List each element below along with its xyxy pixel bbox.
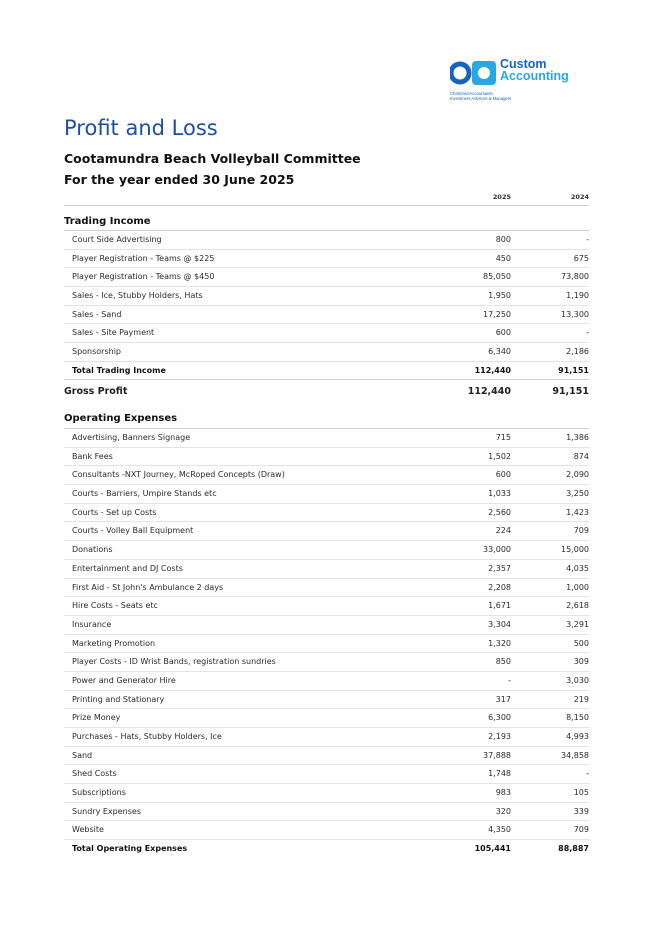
table-row <box>64 803 589 822</box>
value-prior: 2,090 <box>566 470 589 480</box>
row-label: Insurance <box>72 619 112 629</box>
row-label: Courts - Barriers, Umpire Stands etc <box>72 489 217 499</box>
company-logo <box>450 58 600 110</box>
value-current: - <box>508 675 511 685</box>
value-prior: - <box>586 769 589 779</box>
row-label: Courts - Set up Costs <box>72 507 157 517</box>
row-label: Sponsorship <box>72 347 122 357</box>
row-label: Shed Costs <box>72 769 117 779</box>
row-label: Consultants -NXT Journey, McRoped Concepts (Draw) <box>72 470 285 480</box>
table-row <box>64 485 589 504</box>
value-prior: 34,858 <box>561 750 589 760</box>
value-prior: 13,300 <box>561 309 589 319</box>
row-label: Donations <box>72 545 113 555</box>
value-prior: 3,291 <box>566 619 589 629</box>
row-label: Subscriptions <box>72 788 126 798</box>
total-row <box>64 840 589 858</box>
logo-mark-icon <box>450 60 498 86</box>
row-label: Bank Fees <box>72 451 113 461</box>
value-prior: 8,150 <box>566 713 589 723</box>
table-row <box>64 448 589 467</box>
value-prior: 2,618 <box>566 601 589 611</box>
table-row <box>64 635 589 654</box>
value-current: 600 <box>495 328 511 338</box>
value-prior: 500 <box>573 638 589 648</box>
row-label: Hire Costs - Seats etc <box>72 601 158 611</box>
table-row <box>64 821 589 840</box>
value-current: 600 <box>495 470 511 480</box>
row-label: Player Registration - Teams @ $225 <box>72 253 215 263</box>
row-label: Prize Money <box>72 713 121 723</box>
gross-profit-divider <box>64 379 589 380</box>
row-label: Sales - Sand <box>72 309 122 319</box>
value-current: 224 <box>495 526 511 536</box>
row-label: Website <box>72 825 104 835</box>
value-current: 105,441 <box>474 844 511 854</box>
value-prior: 4,035 <box>566 563 589 573</box>
value-prior: 1,000 <box>566 582 589 592</box>
table-row <box>64 560 589 579</box>
operating-expenses-table <box>64 429 589 858</box>
value-current: 800 <box>495 235 511 244</box>
table-row <box>64 747 589 766</box>
table-row <box>64 541 589 560</box>
value-current: 85,050 <box>483 272 511 282</box>
value-current: 983 <box>495 788 511 798</box>
table-row <box>64 653 589 672</box>
value-prior: 73,800 <box>561 272 589 282</box>
table-row <box>64 597 589 616</box>
table-row <box>64 268 589 287</box>
value-prior: 4,993 <box>566 732 589 741</box>
value-current: 1,320 <box>488 638 511 648</box>
row-label: Player Registration - Teams @ $450 <box>72 272 215 282</box>
value-current: 317 <box>495 694 511 704</box>
table-row <box>64 429 589 448</box>
row-label: Sand <box>72 750 93 760</box>
row-label: Sales - Site Payment <box>72 328 155 338</box>
table-row <box>64 504 589 523</box>
value-current: 450 <box>495 253 511 263</box>
row-label: Purchases - Hats, Stubby Holders, Ice <box>72 732 222 741</box>
report-period: For the year ended 30 June 2025 <box>64 172 295 187</box>
row-label: Marketing Promotion <box>72 638 156 648</box>
table-row <box>64 616 589 635</box>
value-current: 1,748 <box>488 769 511 779</box>
total-row <box>64 362 589 380</box>
gross-profit-row <box>64 384 589 400</box>
value-prior: 874 <box>573 451 589 461</box>
section-heading-operating-expenses: Operating Expenses <box>64 413 178 424</box>
row-label: Sales - Ice, Stubby Holders, Hats <box>72 291 203 301</box>
value-current: 3,304 <box>488 619 511 629</box>
table-row <box>64 324 589 343</box>
value-current: 37,888 <box>483 750 511 760</box>
table-row <box>64 250 589 269</box>
value-prior: - <box>586 235 589 244</box>
entity-name: Cootamundra Beach Volleyball Committee <box>64 151 361 166</box>
value-prior: 709 <box>573 526 589 536</box>
table-row <box>64 672 589 691</box>
table-row <box>64 287 589 306</box>
value-current: 33,000 <box>483 545 511 555</box>
value-prior: 339 <box>573 806 589 816</box>
row-label: Advertising, Banners Signage <box>72 433 191 442</box>
value-current: 1,950 <box>488 291 511 301</box>
trading-income-table <box>64 231 589 380</box>
value-prior: 3,030 <box>566 675 589 685</box>
row-label: Printing and Stationary <box>72 694 165 704</box>
row-label: Total Operating Expenses <box>72 844 188 854</box>
gross-profit-label: Gross Profit <box>64 386 128 397</box>
value-current: 2,560 <box>488 507 511 517</box>
value-prior: 1,190 <box>566 291 589 301</box>
value-prior: 709 <box>573 825 589 835</box>
value-current: 6,300 <box>488 713 511 723</box>
table-row <box>64 231 589 250</box>
table-row <box>64 306 589 325</box>
value-prior: - <box>586 328 589 338</box>
value-current: 850 <box>495 657 511 667</box>
table-row <box>64 466 589 485</box>
table-row <box>64 709 589 728</box>
value-current: 17,250 <box>483 309 511 319</box>
table-row <box>64 765 589 784</box>
logo-line1: Custom <box>500 57 547 71</box>
value-prior: 15,000 <box>561 545 589 555</box>
table-row <box>64 728 589 747</box>
value-prior: 675 <box>573 253 589 263</box>
value-current: 112,440 <box>474 365 511 375</box>
value-prior: 88,887 <box>558 844 589 854</box>
value-current: 715 <box>495 433 511 442</box>
row-label: Power and Generator Hire <box>72 675 176 685</box>
column-header-current: 2025 <box>492 193 511 201</box>
table-row <box>64 522 589 541</box>
value-current: 2,357 <box>488 563 511 573</box>
table-row <box>64 579 589 598</box>
value-prior: 309 <box>573 657 589 667</box>
value-prior: 3,250 <box>566 489 589 499</box>
row-label: First Aid - St John's Ambulance 2 days <box>72 582 224 592</box>
row-label: Entertainment and DJ Costs <box>72 563 183 573</box>
gross-profit-prior: 91,151 <box>552 386 589 397</box>
logo-wordmark <box>500 58 569 82</box>
table-row <box>64 784 589 803</box>
logo-tagline: Chartered Accountants Investment Advisors & Managers <box>450 91 512 101</box>
value-current: 6,340 <box>488 347 511 357</box>
table-row <box>64 691 589 710</box>
table-row <box>64 343 589 362</box>
value-prior: 1,423 <box>566 507 589 517</box>
value-current: 1,033 <box>488 489 511 499</box>
value-current: 4,350 <box>488 825 511 835</box>
row-label: Courts - Volley Ball Equipment <box>72 526 194 536</box>
row-label: Court Side Advertising <box>72 235 162 244</box>
value-prior: 2,186 <box>566 347 589 357</box>
value-current: 2,193 <box>488 732 511 741</box>
value-prior: 219 <box>573 694 589 704</box>
column-header-prior: 2024 <box>570 193 589 201</box>
gross-profit-current: 112,440 <box>467 386 511 397</box>
value-current: 1,671 <box>488 601 511 611</box>
page-title: Profit and Loss <box>64 116 218 140</box>
value-current: 2,208 <box>488 582 511 592</box>
row-label: Sundry Expenses <box>72 806 141 816</box>
section-heading-trading-income: Trading Income <box>64 216 151 227</box>
value-prior: 91,151 <box>558 365 589 375</box>
value-prior: 1,386 <box>566 433 589 442</box>
row-label: Player Costs - ID Wrist Bands, registration sundries <box>72 657 276 667</box>
value-prior: 105 <box>573 788 589 798</box>
value-current: 1,502 <box>488 451 511 461</box>
value-current: 320 <box>495 806 511 816</box>
row-label: Total Trading Income <box>72 365 166 375</box>
logo-line2: Accounting <box>500 69 569 83</box>
header-divider <box>64 205 589 206</box>
